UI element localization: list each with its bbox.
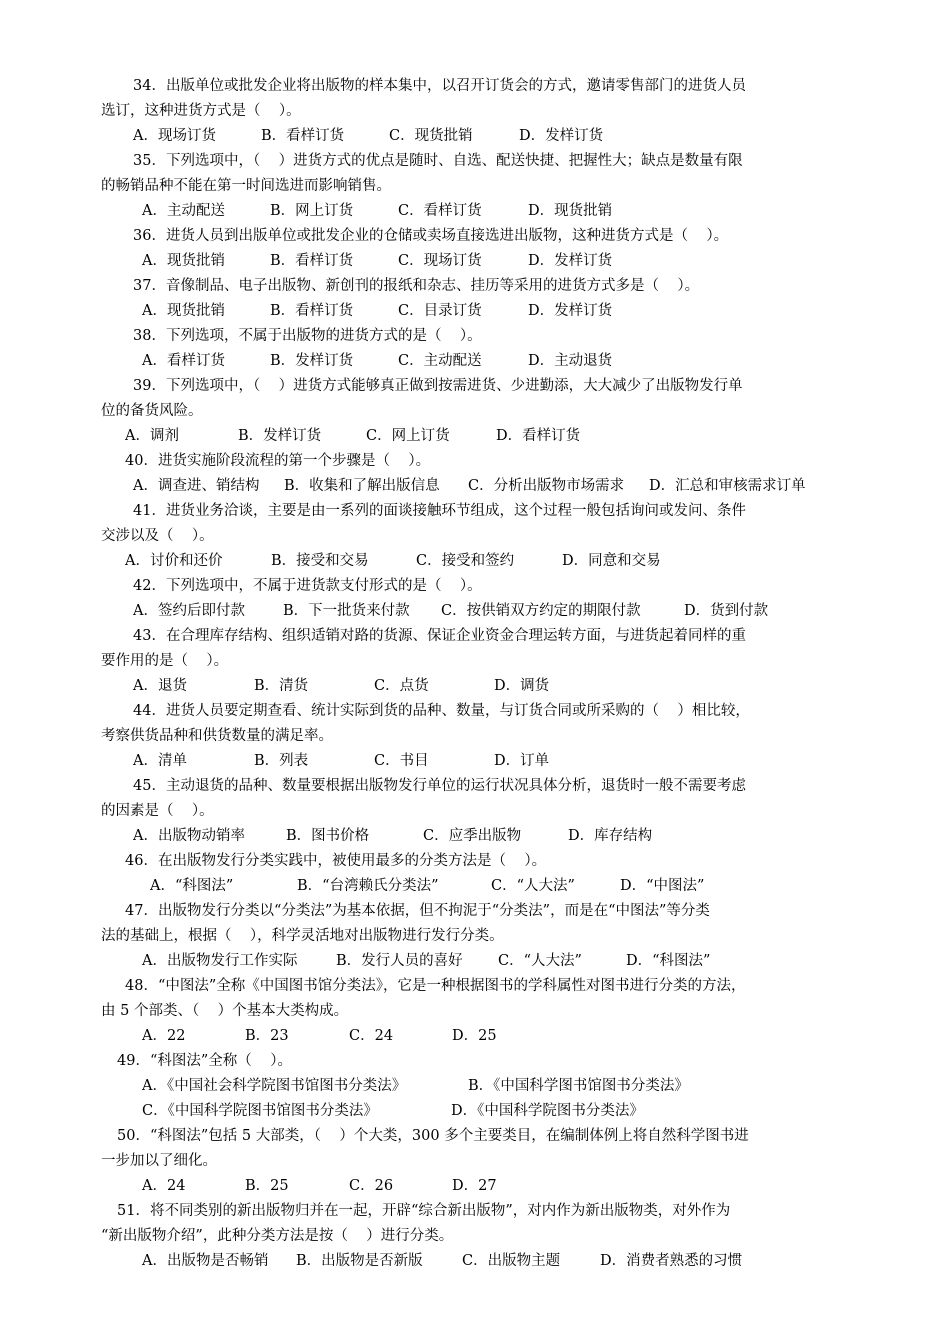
option-d: D．发样订货 [528,303,613,319]
question-34-options [133,126,603,146]
option-a: A．《中国社会科学院图书馆图书分类法》 [142,1078,407,1094]
question-44-continuation: 考察供货品种和供货数量的满足率。 [101,728,333,744]
option-d: D．发样订货 [519,128,604,144]
question-40-options [133,476,806,496]
question-48-options [142,1026,497,1046]
question-40-text: 40．进货实施阶段流程的第一个步骤是（ ）。 [125,453,431,469]
question-41-text: 41．进货业务洽谈，主要是由一系列的面谈接触环节组成，这个过程一般包括询问或发问、条件 [133,503,746,519]
question-47-text: 47．出版物发行分类以“分类法”为基本依据，但不拘泥于“分类法”，而是在“中图法”等分类 [125,903,710,919]
question-44-options [133,751,549,771]
option-c: C．出版物主题 [462,1253,561,1269]
option-b: B．看样订货 [270,253,354,269]
question-37-options [142,301,612,321]
question-50-text: 50．“科图法”包括 5 大部类，（ ）个大类，300 多个主要类目，在编制体例上将自然科学图书进 [117,1128,749,1144]
option-d: D．汇总和审核需求订单 [649,478,806,494]
option-c: C．目录订货 [398,303,482,319]
question-51-options [142,1251,742,1271]
option-a: A．出版物发行工作实际 [142,953,298,969]
question-49-options-row2 [142,1101,644,1121]
question-50-continuation: 一步加以了细化。 [101,1153,217,1169]
option-b: B．接受和交易 [271,553,369,569]
option-a: A．看样订货 [142,353,225,369]
option-d: D．消费者熟悉的习惯 [600,1253,743,1269]
option-d: D．货到付款 [684,603,769,619]
question-43-options [133,676,549,696]
option-a: A．调剂 [125,428,179,444]
question-49-options-row1 [142,1076,689,1096]
option-c: C．现货批销 [389,128,473,144]
question-38-text: 38．下列选项，不属于出版物的进货方式的是（ ）。 [133,328,482,344]
option-d: D．“科图法” [626,953,711,969]
option-d: D．调货 [494,678,550,694]
question-49-text: 49．“科图法”全称（ ）。 [117,1053,292,1069]
option-a: A．签约后即付款 [133,603,245,619]
option-d: D．订单 [494,753,550,769]
question-38-options [142,351,612,371]
option-b: B．收集和了解出版信息 [284,478,440,494]
option-a: A．退货 [133,678,187,694]
option-c: C．26 [349,1178,394,1194]
question-46-options [150,876,704,896]
option-b: B．图书价格 [286,828,370,844]
option-a: A．出版物动销率 [133,828,245,844]
option-c: C．主动配送 [398,353,482,369]
option-c: C．分析出版物市场需求 [468,478,625,494]
option-c: C．看样订货 [398,203,482,219]
option-d: D．同意和交易 [562,553,661,569]
option-c: C．现场订货 [398,253,482,269]
question-36-text: 36．进货人员到出版单位或批发企业的仓储或卖场直接选进出版物，这种进货方式是（ ）。 [133,228,729,244]
option-c: C．《中国科学院图书馆图书分类法》 [142,1103,378,1119]
option-d: D．主动退货 [528,353,613,369]
question-41-continuation: 交涉以及（ ）。 [101,528,214,544]
option-b: B．发样订货 [270,353,354,369]
question-39-text: 39．下列选项中，（ ）进货方式能够真正做到按需进货、少进勤添，大大减少了出版物发行单 [133,378,743,394]
option-a: A．讨价和还价 [125,553,223,569]
question-45-continuation: 的因素是（ ）。 [101,803,214,819]
option-b: B．看样订货 [270,303,354,319]
question-37-text: 37．音像制品、电子出版物、新创刊的报纸和杂志、挂历等采用的进货方式多是（ ）。 [133,278,700,294]
question-41-options [125,551,661,571]
option-b: B．发行人员的喜好 [336,953,463,969]
question-36-options [142,251,612,271]
option-b: B．清货 [254,678,309,694]
question-51-text: 51．将不同类别的新出版物归并在一起，开辟“综合新出版物”，对内作为新出版物类，对外作为 [117,1203,731,1219]
question-51-continuation: “新出版物介绍”，此种分类方法是按（ ）进行分类。 [101,1228,454,1244]
question-35-continuation: 的畅销品种不能在第一时间选进而影响销售。 [101,178,391,194]
option-b: B．出版物是否新版 [296,1253,423,1269]
question-45-text: 45．主动退货的品种、数量要根据出版物发行单位的运行状况具体分析，退货时一般不需要考虑 [133,778,746,794]
option-a: A．主动配送 [142,203,225,219]
question-48-text: 48．“中图法”全称《中国图书馆分类法》，它是一种根据图书的学科属性对图书进行分类的方法， [125,978,746,994]
option-a: A．22 [142,1028,186,1044]
option-c: C．“人大法” [498,953,582,969]
question-42-text: 42．下列选项中，不属于进货款支付形式的是（ ）。 [133,578,482,594]
option-a: A．调查进、销结构 [133,478,260,494]
option-d: D．发样订货 [528,253,613,269]
question-35-options [142,201,612,221]
option-b: B．“台湾赖氏分类法” [297,878,439,894]
question-39-options [125,426,580,446]
question-47-options [142,951,710,971]
question-46-text: 46．在出版物发行分类实践中，被使用最多的分类方法是（ ）。 [125,853,547,869]
question-47-continuation: 法的基础上，根据（ ），科学灵活地对出版物进行发行分类。 [101,928,504,944]
option-b: B．发样订货 [238,428,322,444]
question-45-options [133,826,652,846]
option-c: C．按供销双方约定的期限付款 [441,603,641,619]
option-d: D．《中国科学院图书分类法》 [451,1103,644,1119]
option-b: B．23 [245,1028,289,1044]
option-b: B．25 [245,1178,289,1194]
option-c: C．书目 [374,753,429,769]
option-c: C．网上订货 [366,428,450,444]
option-a: A．清单 [133,753,187,769]
question-34-text: 34．出版单位或批发企业将出版物的样本集中，以召开订货会的方式，邀请零售部门的进货人员 [133,78,746,94]
question-35-text: 35．下列选项中，（ ）进货方式的优点是随时、自选、配送快捷、把握性大；缺点是数量有限 [133,153,743,169]
question-43-text: 43．在合理库存结构、组织适销对路的货源、保证企业资金合理运转方面，与进货起着同样的重 [133,628,746,644]
option-d: D．现货批销 [528,203,613,219]
question-43-continuation: 要作用的是（ ）。 [101,653,229,669]
option-c: C．24 [349,1028,394,1044]
option-d: D．27 [452,1178,497,1194]
option-c: C．点货 [374,678,429,694]
option-b: B．《中国科学图书馆图书分类法》 [468,1078,689,1094]
option-d: D．看样订货 [496,428,581,444]
option-d: D．库存结构 [568,828,653,844]
option-a: A．现场订货 [133,128,216,144]
option-b: B．下一批货来付款 [283,603,410,619]
question-39-continuation: 位的备货风险。 [101,403,203,419]
option-a: A．出版物是否畅销 [142,1253,269,1269]
option-a: A．24 [142,1178,186,1194]
option-c: C．接受和签约 [416,553,515,569]
option-b: B．看样订货 [261,128,345,144]
option-a: A．现货批销 [142,303,225,319]
question-44-text: 44．进货人员要定期查看、统计实际到货的品种、数量，与订货合同或所采购的（ ）相比较， [133,703,750,719]
question-42-options [133,601,768,621]
option-d: D．“中图法” [620,878,705,894]
option-a: A．现货批销 [142,253,225,269]
option-c: C．“人大法” [491,878,575,894]
option-d: D．25 [452,1028,497,1044]
option-b: B．列表 [254,753,309,769]
option-a: A．“科图法” [150,878,234,894]
option-c: C．应季出版物 [423,828,522,844]
option-b: B．网上订货 [270,203,354,219]
question-50-options [142,1176,497,1196]
question-48-continuation: 由 5 个部类、（ ）个基本大类构成。 [101,1003,349,1019]
question-34-continuation: 选订，这种进货方式是（ ）。 [101,103,301,119]
